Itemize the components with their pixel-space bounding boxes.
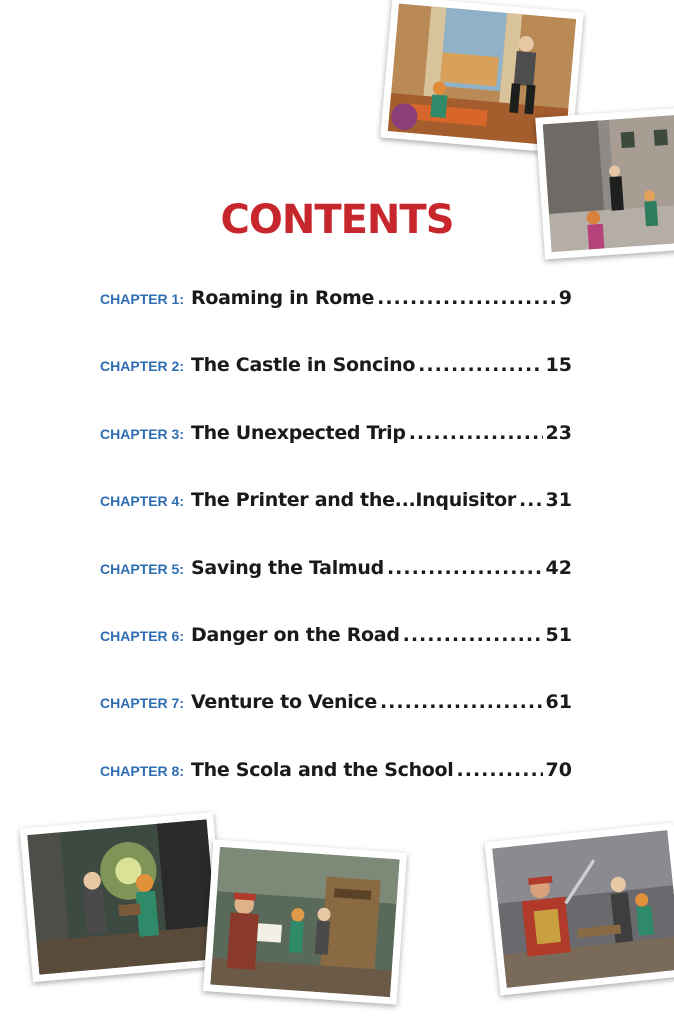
chapter-label: CHAPTER 4: (100, 493, 185, 509)
chapter-label: CHAPTER 8: (100, 763, 185, 779)
page-number: 51 (545, 624, 572, 646)
chapter-title: Roaming in Rome (191, 287, 375, 309)
chapter-title: Saving the Talmud (191, 557, 384, 579)
chapter-entry-3[interactable] (100, 422, 572, 452)
chapter-label: CHAPTER 3: (100, 426, 185, 442)
chapter-label: CHAPTER 6: (100, 628, 185, 644)
page-number: 42 (545, 557, 572, 579)
dot-leader (409, 422, 543, 444)
chapter-entry-1[interactable] (100, 287, 572, 317)
dot-leader (403, 624, 543, 646)
dot-leader (418, 354, 542, 376)
chapter-entry-6[interactable] (100, 624, 572, 654)
chapter-entry-2[interactable] (100, 354, 572, 384)
dot-leader (387, 557, 543, 579)
chapter-entry-4[interactable] (100, 489, 572, 519)
dot-leader (457, 759, 543, 781)
chapter-entry-7[interactable] (100, 691, 572, 721)
dot-leader (519, 489, 543, 511)
chapter-title: Venture to Venice (191, 691, 377, 713)
chapter-label: CHAPTER 2: (100, 358, 185, 374)
chapter-title: The Castle in Soncino (191, 354, 416, 376)
chapter-title: The Scola and the School (191, 759, 454, 781)
illustration-photo-confrontation (484, 822, 674, 995)
page-number: 23 (545, 422, 572, 444)
chapter-entry-8[interactable] (100, 759, 572, 789)
page-number: 70 (545, 759, 572, 781)
chapter-label: CHAPTER 1: (100, 291, 185, 307)
chapter-label: CHAPTER 5: (100, 561, 185, 577)
page-number: 9 (558, 287, 572, 309)
chapter-entry-5[interactable] (100, 557, 572, 587)
chapter-label: CHAPTER 7: (100, 695, 185, 711)
page-number: 61 (545, 691, 572, 713)
chapter-title: The Printer and the...Inquisitor (191, 489, 516, 511)
page-title: CONTENTS (220, 196, 454, 243)
page-number: 15 (545, 354, 572, 376)
page-number: 31 (545, 489, 572, 511)
chapter-title: Danger on the Road (191, 624, 400, 646)
illustration-photo-library (20, 812, 227, 982)
dot-leader (380, 691, 543, 713)
illustration-photo-print-shop (203, 839, 407, 1004)
dot-leader (377, 287, 556, 309)
chapter-title: The Unexpected Trip (191, 422, 406, 444)
